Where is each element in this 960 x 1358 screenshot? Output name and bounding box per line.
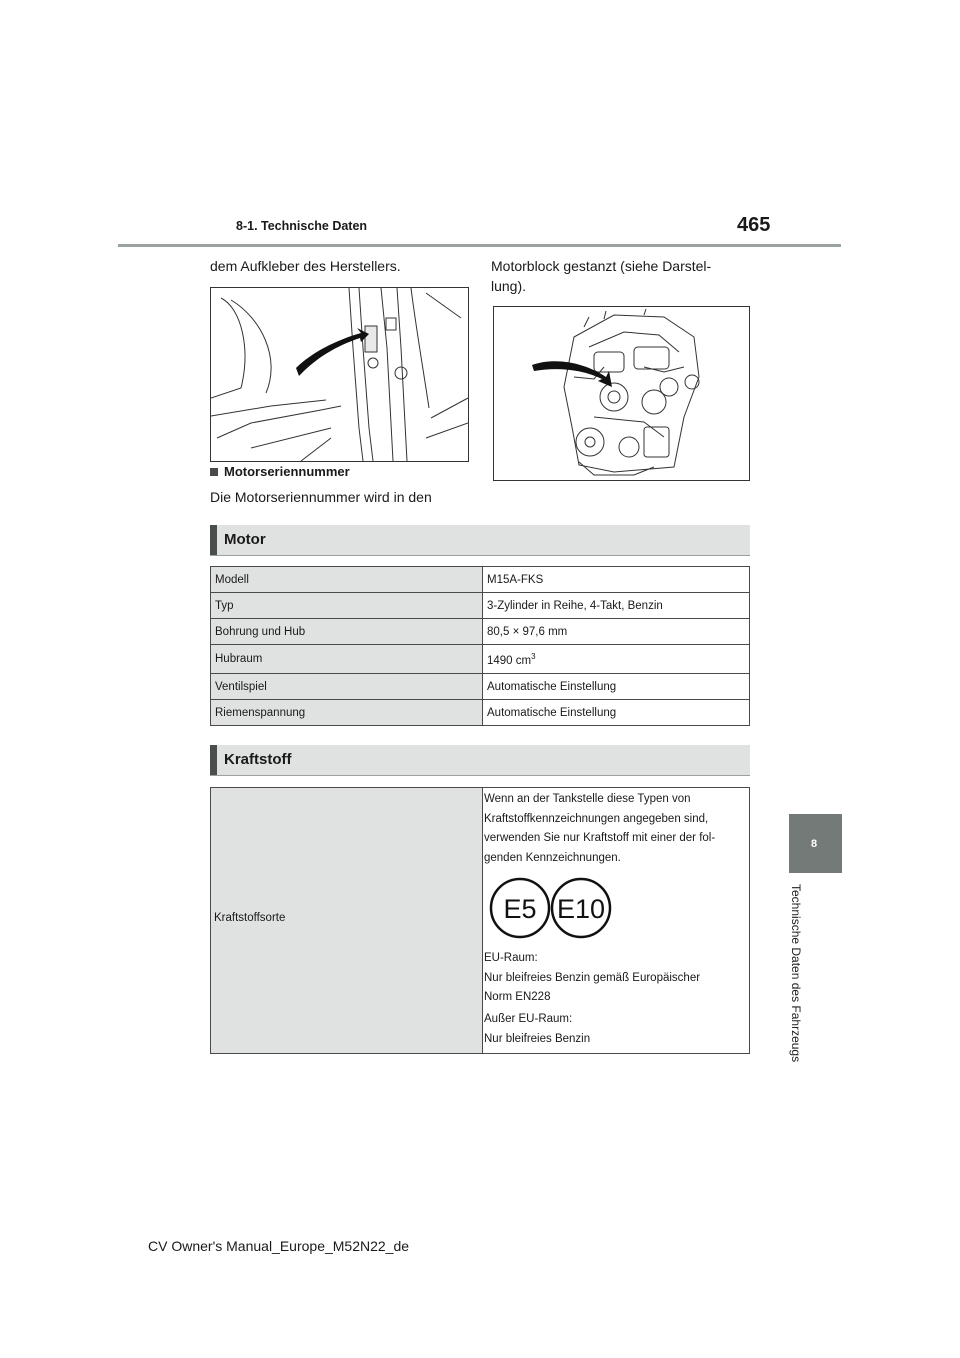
e5-badge-text: E5 bbox=[503, 894, 537, 924]
table-key-cell bbox=[211, 788, 483, 1053]
table-row bbox=[211, 619, 750, 645]
footer-text: CV Owner's Manual_Europe_M52N22_de bbox=[148, 1238, 410, 1254]
header-divider bbox=[118, 244, 841, 247]
table-row bbox=[211, 593, 750, 619]
right-text-line-2: lung). bbox=[491, 278, 527, 294]
table-value-cell: 80,5 × 97,6 mm bbox=[483, 619, 750, 645]
table-key-cell: Typ bbox=[211, 593, 483, 619]
chapter-side-label-text: Technische Daten des Fahrzeugs bbox=[789, 884, 803, 1063]
right-text-line-1: Motorblock gestanzt (siehe Darstel- bbox=[491, 258, 712, 274]
chapter-side-label bbox=[785, 884, 805, 1094]
table-value-cell: Automatische Einstellung bbox=[483, 700, 750, 726]
chapter-tab bbox=[789, 814, 842, 873]
motor-spec-table bbox=[210, 566, 750, 726]
table-key-cell: Ventilspiel bbox=[211, 674, 483, 700]
page-number: 465 bbox=[737, 214, 771, 236]
text-line: EU-Raum: bbox=[484, 952, 538, 964]
table-value-cell: M15A-FKS bbox=[483, 567, 750, 593]
section-title-motor: Motor bbox=[224, 531, 266, 548]
section-title-kraftstoff: Kraftstoff bbox=[224, 751, 292, 768]
table-row bbox=[211, 674, 750, 700]
table-row bbox=[211, 700, 750, 726]
table-key-cell: Modell bbox=[211, 567, 483, 593]
text-line: Kraftstoffkennzeichnungen angegeben sind, bbox=[484, 812, 709, 825]
chapter-tab-number: 8 bbox=[811, 838, 818, 850]
table-value-cell bbox=[483, 645, 750, 674]
section-bar-accent bbox=[210, 745, 217, 775]
text-line: verwenden Sie nur Kraftstoff mit einer der fol- bbox=[484, 832, 716, 844]
engine-block-illustration bbox=[493, 306, 750, 481]
subheading-motorseriennummer bbox=[210, 464, 350, 479]
section-bar-kraftstoff bbox=[210, 745, 750, 776]
text-line: Norm EN228 bbox=[484, 991, 551, 1003]
hubraum-value: 1490 cm bbox=[487, 654, 532, 667]
text-line: Nur bleifreies Benzin gemäß Europäischer bbox=[484, 971, 701, 984]
section-bar-accent bbox=[210, 525, 217, 555]
text-line: Wenn an der Tankstelle diese Typen von bbox=[484, 793, 691, 805]
table-row bbox=[211, 645, 750, 674]
bullet-square-icon bbox=[210, 468, 218, 476]
section-title: 8-1. Technische Daten bbox=[236, 219, 368, 233]
text-line: Außer EU-Raum: bbox=[484, 1013, 573, 1025]
text-line: Nur bleifreies Benzin bbox=[484, 1032, 591, 1045]
fuel-key-label: Kraftstoffsorte bbox=[214, 912, 286, 924]
fuel-label-badges bbox=[484, 876, 618, 940]
fuel-eu-text bbox=[484, 949, 749, 1008]
table-value-cell: 3-Zylinder in Reihe, 4-Takt, Benzin bbox=[483, 593, 750, 619]
fuel-intro-text bbox=[484, 790, 749, 868]
fuel-spec-table bbox=[210, 787, 750, 1054]
door-sticker-illustration bbox=[210, 287, 469, 462]
text-line: genden Kennzeichnungen. bbox=[484, 851, 621, 864]
fuel-non-eu-text bbox=[484, 1010, 749, 1049]
intro-text: dem Aufkleber des Herstellers. bbox=[210, 258, 401, 274]
e10-badge-text: E10 bbox=[556, 894, 606, 924]
body-text: Die Motorseriennummer wird in den bbox=[210, 489, 432, 505]
table-key-cell: Riemenspannung bbox=[211, 700, 483, 726]
hubraum-superscript: 3 bbox=[531, 651, 536, 661]
table-key-cell: Hubraum bbox=[211, 645, 483, 674]
section-bar-motor bbox=[210, 525, 750, 556]
table-row bbox=[211, 567, 750, 593]
table-value-cell: Automatische Einstellung bbox=[483, 674, 750, 700]
table-key-cell: Bohrung und Hub bbox=[211, 619, 483, 645]
subheading-label: Motorseriennummer bbox=[224, 464, 350, 479]
